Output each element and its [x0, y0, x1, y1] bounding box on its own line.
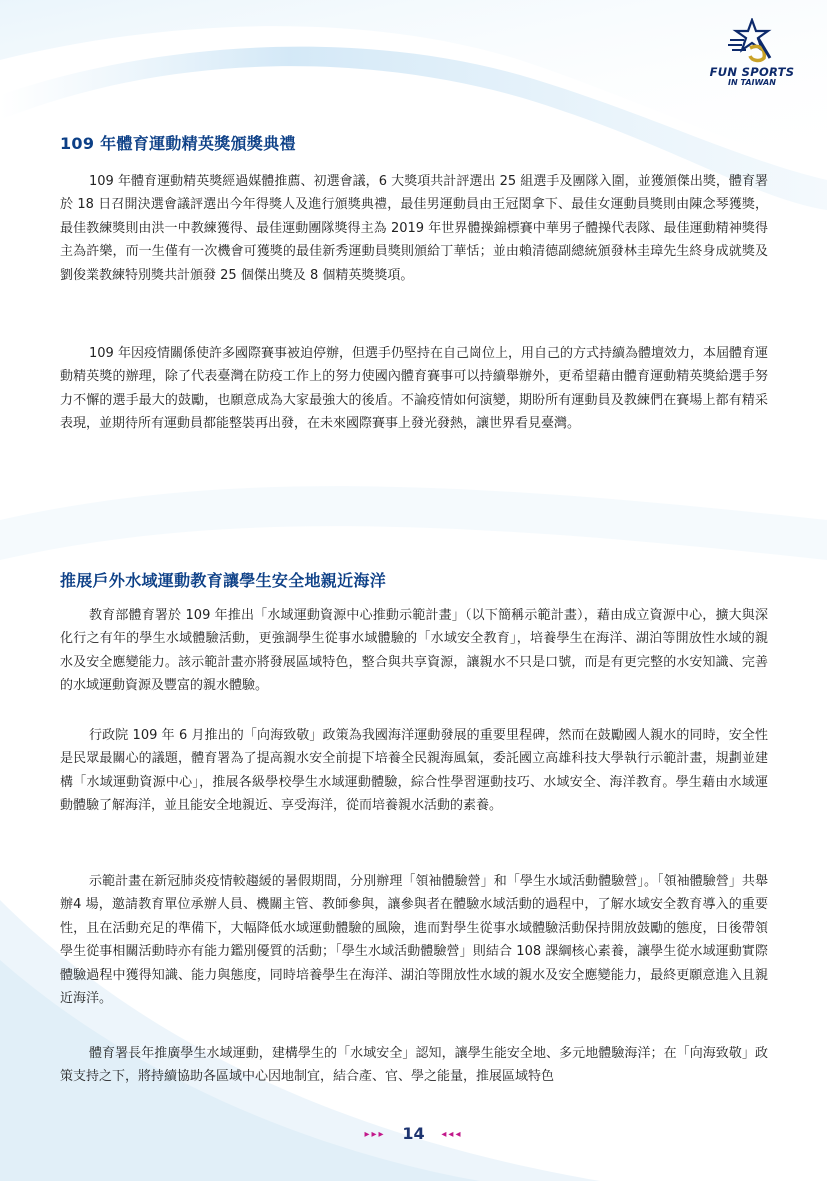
section1-paragraph-2: 109 年因疫情關係使許多國際賽事被迫停辦，但選手仍堅持在自己崗位上，用自己的方式持續為體壇效力，本屆體育運動精英獎的辦理，除了代表臺灣在防疫工作上的努力使國內體育賽事可以持續舉辦外，更希望藉由體育運動精英獎給選手努力不懈的選手最大的鼓勵，也願意成為大家最強大的後盾。不論疫情如何演變，期盼所有運動員及教練們在賽場上都有精采表現，並期待所有運動員都能整裝再出發，在未來國際賽事上發光發熱，讓世界看見臺灣。 — [60, 346, 768, 432]
section2-paragraph-2: 行政院 109 年 6 月推出的「向海致敬」政策為我國海洋運動發展的重要里程碑，然而在鼓勵國人親水的同時，安全性是民眾最關心的議題，體育署為了提高親水安全前提下培養全民親海風氣，委託國立高雄科技大學執行示範計畫，規劃並建構「水域運動資源中心」，推展各級學校學生水域運動體驗，綜合性學習運動技巧、水域安全、海洋教育。學生藉由水域運動體驗了解海洋，並且能安全地親近、享受海洋，從而培養親水活動的素養。 — [60, 728, 768, 814]
arrow-right-icon: ▸▸▸ — [364, 1129, 386, 1140]
page-number: 14 — [402, 1124, 425, 1143]
fun-sports-logo — [696, 18, 808, 92]
logo-text-line2: IN TAIWAN — [728, 78, 776, 87]
star-runner-icon — [724, 18, 780, 64]
section1-paragraph-1: 109 年體育運動精英獎經過媒體推薦、初選會議，6 大獎項共計評選出 25 組選手及團隊入圍，並獲頒傑出獎，體育署於 18 日召開決選會議評選出今年得獎人及進行頒獎典禮，最佳男運動員由王冠閎拿下、最佳女運動員獎則由陳念琴獲獎，最佳教練獎則由洪一中教練獲得、最佳運動團隊獎得主為 2019 年世界體操錦標賽中華男子體操代表隊、最佳運動精神獎得主為許樂，而一生僅有一次機會可獲獎的最佳新秀運動員獎則頒給丁華恬；並由賴清德副總統頒發林圭璋先生終身成就獎及劉俊業教練特別獎共計頒發 25 個傑出獎及 8 個精英獎獎項。 — [60, 174, 768, 283]
logo-text-line1: FUN SPORTS — [709, 65, 795, 79]
section2-paragraph-3: 示範計畫在新冠肺炎疫情較趨緩的暑假期間，分別辦理「領袖體驗營」和「學生水域活動體驗營」。「領袖體驗營」共舉辦4 場，邀請教育單位承辦人員、機關主管、教師參與，讓參與者在體驗水域活動的過程中，了解水域安全教育導入的重要性，且在活動充足的準備下，大幅降低水域運動體驗的風險，進而對學生從事水域體驗活動保持開放鼓勵的態度，日後帶領學生從事相關活動時亦有能力鑑別優質的活動；「學生水域活動體驗營」則結合 108 課綱核心素養，讓學生從水域運動實際體驗過程中獲得知識、能力與態度，同時培養學生在海洋、湖泊等開放性水域的親水及安全應變能力，最終更願意進入且親近海洋。 — [60, 874, 768, 1007]
section2-paragraph-4: 體育署長年推廣學生水域運動，建構學生的「水域安全」認知，讓學生能安全地、多元地體驗海洋；在「向海致敬」政策支持之下，將持續協助各區域中心因地制宜，結合產、官、學之能量，推展區域特色 — [60, 1046, 768, 1085]
section1-title: 109 年體育運動精英獎頒獎典禮 — [60, 134, 296, 153]
page-footer — [0, 1124, 827, 1143]
section2-paragraph-1: 教育部體育署於 109 年推出「水域運動資源中心推動示範計畫」（以下簡稱示範計畫），藉由成立資源中心，擴大與深化行之有年的學生水域體驗活動，更強調學生從事水域體驗的「水域安全教育」，培養學生在海洋、湖泊等開放性水域的親水及安全應變能力。該示範計畫亦將發展區域特色，整合與共享資源，讓親水不只是口號，而是有更完整的水安知識、完善的水域運動資源及豐富的親水體驗。 — [60, 608, 768, 694]
section2-title: 推展戶外水域運動教育讓學生安全地親近海洋 — [60, 571, 387, 590]
arrow-left-icon: ◂◂◂ — [441, 1129, 463, 1140]
